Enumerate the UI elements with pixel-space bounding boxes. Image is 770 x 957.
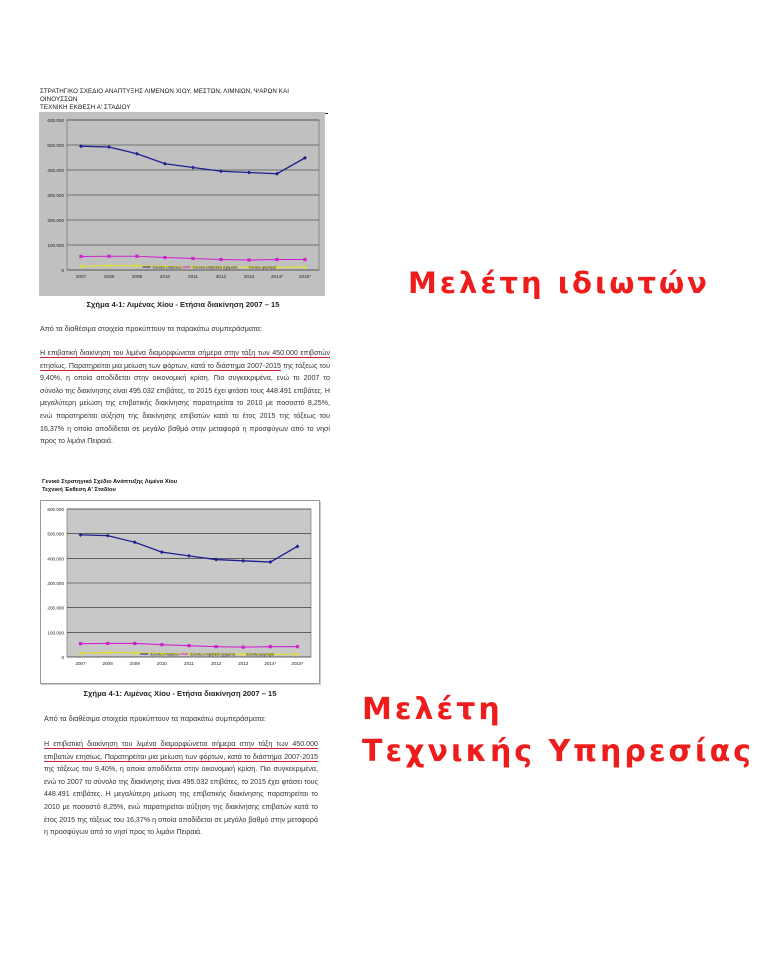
chart1-point [135, 255, 138, 258]
chart1-ytick-label: 0 [61, 268, 64, 273]
chart1-xtick-label: 2014* [270, 274, 284, 279]
chart1-ytick-label: 500.000 [47, 143, 64, 148]
chart1-point [191, 257, 194, 260]
chart2-xtick-label: 2012 [210, 661, 222, 666]
chart2-point [79, 642, 82, 645]
doc2-header [42, 478, 177, 494]
chart2-point [133, 642, 136, 645]
chart1-legend-label: Σύνολο φορτηγά [248, 265, 277, 270]
chart1-legend-label: Σύνολο επιβατών [152, 265, 182, 270]
doc1-header-line1: ΣΤΡΑΤΗΓΙΚΟ ΣΧΕΔΙΟ ΑΝΑΠΤΥΞΗΣ ΛΙΜΕΝΩΝ ΧΙΟΥ, ΜΕΣΤΩΝ, ΛΙΜΝΙΩΝ, ΨΑΡΩΝ ΚΑΙ ΟΙΝΟΥΣΣΩΝ [40, 88, 290, 103]
chart1-point [275, 258, 278, 261]
chart2-point [296, 645, 299, 648]
chart2-ytick-label: 400.000 [47, 556, 64, 562]
doc2-figure-caption: Σχήμα 4-1: Λιμένας Χίου - Ετήσια διακίνηση 2007 – 15 [83, 689, 277, 698]
chart2-ytick-label: 0 [61, 655, 64, 660]
chart2-xtick-label: 2010 [156, 661, 168, 666]
chart2-point [269, 645, 272, 648]
chart2-legend-label: Σύνολο επιβατικά σχήματα [190, 652, 236, 657]
chart2-ytick-label: 100.000 [47, 630, 64, 636]
chart1-xtick-label: 2012 [215, 274, 227, 279]
chart2-xtick-label: 2008 [102, 661, 113, 666]
chart1-ytick-label: 300.000 [47, 193, 64, 198]
chart1-point [219, 258, 222, 261]
chart1-ytick-label: 600.000 [47, 118, 64, 123]
doc1-figure-caption: Σχήμα 4-1: Λιμένας Χίου - Ετήσια διακίνηση 2007 – 15 [86, 300, 280, 309]
chart2-point [106, 642, 109, 645]
doc2-chart-svg [41, 501, 319, 683]
chart1-point [79, 255, 82, 258]
chart1-xtick-label: 2015* [298, 274, 312, 279]
chart2-point [160, 643, 163, 646]
chart2-xtick-label: 2015* [291, 661, 304, 666]
doc2-header-line2: Τεχνική Έκθεση Α' Σταδίου [42, 487, 116, 493]
chart1-legend-label: Σύνολο επιβατικά σχήματα [192, 265, 238, 270]
chart1-ytick-label: 200.000 [47, 218, 64, 223]
chart2-ytick-label: 200.000 [47, 605, 64, 611]
chart2-xtick-label: 2011 [184, 661, 194, 666]
chart2-legend-label: Σύνολο φορτηγά [246, 652, 274, 657]
chart2-xtick-label: 2007 [75, 661, 86, 666]
chart2-ytick-label: 500.000 [47, 531, 64, 537]
doc2-header-line1: Γενικό Στρατηγικό Σχέδιο Ανάπτυξης Λιμένα Χίου [42, 479, 178, 485]
doc1-paragraph-rest: της τάξεως του 9,40%, η οποία αποδίδεται στην οικονομική κρίση. Πιο συγκεκριμένα, ενώ το 2007 το σύνολο της διακίνησης είναι 495.032 επιβάτες, το 2015 έχει φτάσει τους 448.491 επιβάτες. Η μεγαλύτερη μείωση της επιβατικής διακίνησης παρατηρείται το 2010 με ποσοστό 8,25%, ενώ παρατηρείται αύξηση της διακίνησης επιβατών κατά το έτος 2015 της τάξεως του 16,37% η οποία αποδίδεται σε μεγάλο βαθμό στην μεταφορά η προσφύγων από το νησί προς το λιμάνι Πειραιά. [40, 361, 330, 446]
doc1-chart-svg [39, 112, 325, 296]
chart1-point [163, 256, 166, 259]
private-study-label: Μελέτη ιδιωτών [408, 266, 710, 300]
tech-study-label-line2: Τεχνικής Υπηρεσίας [362, 734, 754, 769]
chart1-xtick-label: 2007 [75, 274, 87, 279]
doc1-chart [39, 112, 325, 296]
chart2-ytick-label: 600.000 [47, 507, 64, 512]
chart2-ytick-label: 300.000 [47, 581, 64, 586]
chart2-point [215, 645, 218, 648]
chart1-point [303, 258, 306, 261]
chart1-xtick-label: 2009 [131, 274, 143, 279]
chart1-ytick-label: 400.000 [47, 168, 64, 173]
chart2-legend-label: Σύνολο επιβατών [150, 652, 180, 657]
doc1-intro-text: Από τα διαθέσιμα στοιχεία προκύπτουν τα παρακάτω συμπεράσματα: [40, 324, 262, 333]
chart1-ytick-label: 100.000 [47, 243, 64, 248]
chart2-point [187, 644, 190, 647]
chart2-xtick-label: 2009 [129, 661, 140, 666]
chart2-point [242, 646, 245, 649]
doc2-highlighted-text: Η επιβατική διακίνηση του λιμένα διαμορφώνεται σήμερα στην τάξη των 450.000 επιβατών ετησίως. Παρατηρείται μια μείωση των φόρτων, κατά το διάστημα 2007-2015 [44, 740, 318, 761]
doc1-header [40, 88, 328, 114]
doc1-paragraph [40, 347, 330, 448]
chart2-xtick-label: 2014* [264, 661, 277, 666]
chart2-xtick-label: 2013 [238, 661, 249, 666]
tech-study-label-line1: Μελέτη [362, 692, 503, 727]
doc1-header-line2: ΤΕΧΝΙΚΗ ΕΚΘΕΣΗ Α' ΣΤΑΔΙΟΥ [40, 104, 131, 111]
doc2-paragraph-rest: της τάξεως του 9,40%, η οποία αποδίδεται στην οικονομική κρίση. Πιο συγκεκριμένα, ενώ το 2007 το σύνολο της διακίνησης είναι 495.032 επιβάτες, το 2015 έχει φτάσει τους 448.491 επιβάτες. Η μεγαλύτερη μείωση της επιβατικής διακίνησης παρατηρείται το 2010 με ποσοστό 8,25%, ενώ παρατηρείται αύξηση της διακίνησης επιβατών κατά το έτος 2015 της τάξεως του 16,37% η οποία αποδίδεται σε μεγάλο βαθμό στην μεταφορά η προσφύγων από το νησί προς το λιμάνι Πειραιά. [44, 765, 318, 837]
chart1-point [247, 258, 250, 261]
doc2-paragraph [44, 738, 318, 839]
doc2-intro-text: Από τα διαθέσιμα στοιχεία προκύπτουν τα παρακάτω συμπεράσματα: [44, 714, 266, 723]
chart1-xtick-label: 2011 [188, 274, 198, 279]
chart1-xtick-label: 2010 [159, 274, 171, 279]
doc2-chart-frame [40, 500, 320, 684]
chart1-xtick-label: 2013 [243, 274, 255, 279]
doc1-highlighted-text: Η επιβατική διακίνηση του λιμένα διαμορφώνεται σήμερα στην τάξη των 450.000 επιβατών ετησίως. Παρατηρείται μια μείωση των φόρτων, κατά το διάστημα 2007-2015 [40, 349, 330, 370]
chart1-xtick-label: 2008 [103, 274, 115, 279]
chart1-point [107, 255, 110, 258]
